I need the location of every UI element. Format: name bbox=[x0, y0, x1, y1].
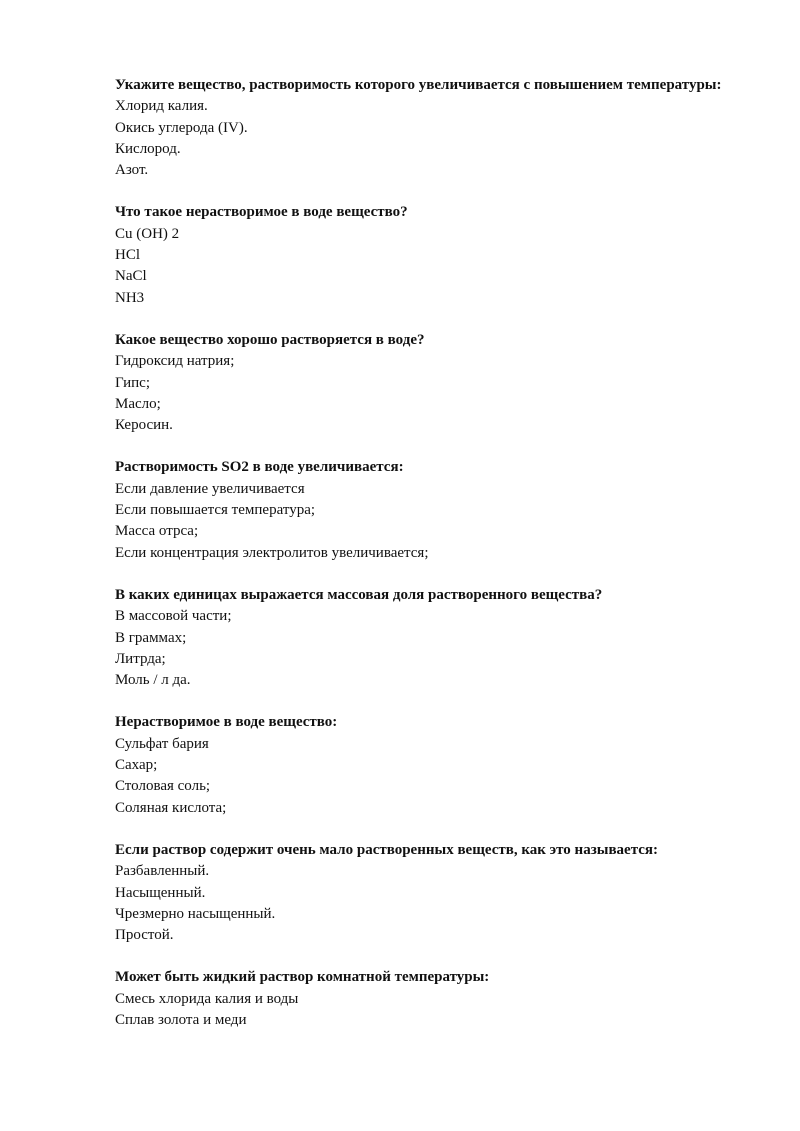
answer-option: В граммах; bbox=[115, 629, 187, 646]
question-title: Если раствор содержит очень мало растворенных веществ, как это называется: bbox=[115, 841, 659, 858]
answer-option: Керосин. bbox=[115, 417, 173, 434]
answer-option: Cu (OH) 2 bbox=[115, 225, 180, 242]
answer-option: Гидроксид натрия; bbox=[115, 353, 235, 370]
answer-option: В массовой части; bbox=[115, 608, 232, 625]
question-1 bbox=[115, 75, 735, 181]
answer-option: Литрда; bbox=[115, 650, 166, 667]
answer-option: Разбавленный. bbox=[115, 863, 210, 880]
question-title: Какое вещество хорошо растворяется в воде? bbox=[115, 331, 425, 348]
question-6 bbox=[115, 712, 735, 818]
answer-option: NH3 bbox=[115, 289, 145, 306]
document-page bbox=[115, 75, 735, 1052]
answer-option: Если концентрация электролитов увеличивается; bbox=[115, 544, 429, 561]
answer-option: Насыщенный. bbox=[115, 884, 206, 901]
answer-option: Масло; bbox=[115, 395, 161, 412]
answer-option: Масса отрса; bbox=[115, 523, 199, 540]
question-4 bbox=[115, 457, 735, 563]
question-8 bbox=[115, 967, 735, 1031]
answer-option: Простой. bbox=[115, 927, 174, 944]
answer-option: Окись углерода (IV). bbox=[115, 119, 248, 136]
answer-option: Столовая соль; bbox=[115, 778, 211, 795]
question-title: Укажите вещество, растворимость которого увеличивается с повышением температуры: bbox=[115, 77, 722, 93]
answer-option: HCl bbox=[115, 247, 141, 264]
question-3 bbox=[115, 330, 735, 436]
answer-option: Если повышается температура; bbox=[115, 502, 316, 519]
answer-option: Смесь хлорида калия и воды bbox=[115, 990, 299, 1007]
question-title: Что такое нерастворимое в воде вещество? bbox=[115, 204, 408, 221]
answer-option: Кислород. bbox=[115, 140, 181, 157]
answer-option: Сплав золота и меди bbox=[115, 1011, 247, 1028]
question-title: Может быть жидкий раствор комнатной температуры: bbox=[115, 969, 490, 986]
answer-option: Чрезмерно насыщенный. bbox=[115, 905, 276, 922]
question-2 bbox=[115, 202, 735, 308]
answer-option: Хлорид калия. bbox=[115, 98, 208, 115]
question-title: Нерастворимое в воде вещество: bbox=[115, 714, 338, 731]
answer-option: Моль / л да. bbox=[115, 672, 191, 689]
question-5 bbox=[115, 585, 735, 691]
answer-option: Гипс; bbox=[115, 374, 150, 391]
answer-option: Сахар; bbox=[115, 757, 158, 774]
answer-option: Соляная кислота; bbox=[115, 799, 227, 816]
question-title: В каких единицах выражается массовая доля растворенного вещества? bbox=[115, 586, 603, 603]
answer-option: Азот. bbox=[115, 162, 149, 179]
question-title: Растворимость SO2 в воде увеличивается: bbox=[115, 459, 404, 476]
answer-option: Сульфат бария bbox=[115, 735, 209, 752]
answer-option: Если давление увеличивается bbox=[115, 480, 305, 497]
answer-option: NaCl bbox=[115, 268, 147, 285]
question-7 bbox=[115, 840, 735, 946]
